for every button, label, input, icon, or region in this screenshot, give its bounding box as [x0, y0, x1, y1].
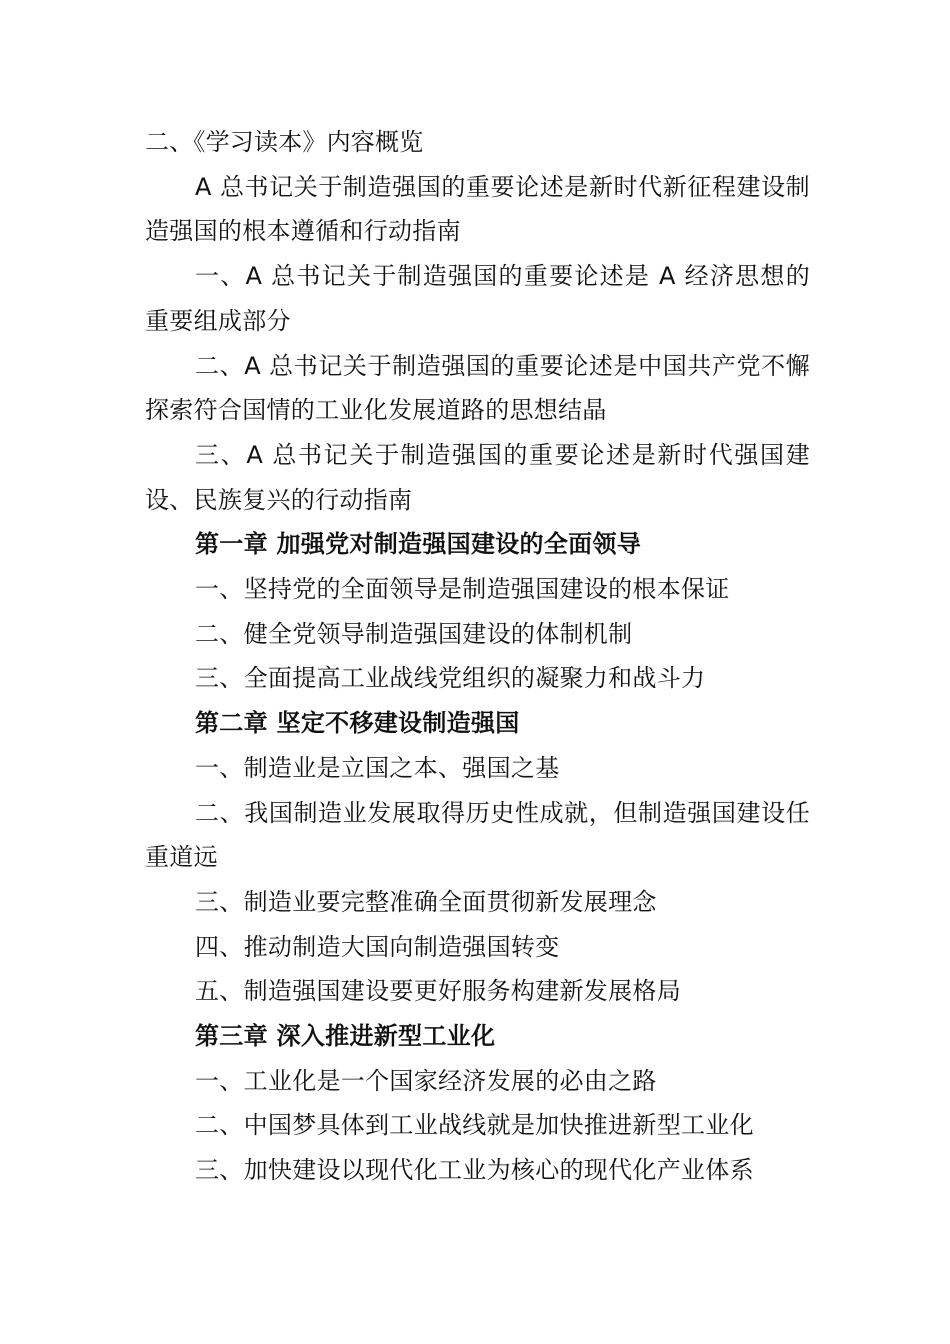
- intro-point-3: 三、A 总书记关于制造强国的重要论述是新时代强国建设、民族复兴的行动指南: [145, 440, 810, 514]
- intro-point-1: 一、A 总书记关于制造强国的重要论述是 A 经济思想的重要组成部分: [145, 262, 810, 335]
- chapter-2-item-2: 二、我国制造业发展取得历史性成就，但制造强国建设任重道远: [145, 798, 810, 872]
- intro-point-2: 二、A 总书记关于制造强国的重要论述是中国共产党不懈探索符合国情的工业化发展道路的思想结晶: [145, 351, 810, 425]
- chapter-2-item-4: 四、推动制造大国向制造强国转变: [195, 932, 560, 961]
- chapter-2-title: 第二章 坚定不移建设制造强国: [195, 709, 520, 738]
- document-body: [145, 120, 810, 1193]
- chapter-2-item-5: 五、制造强国建设要更好服务构建新发展格局: [195, 977, 681, 1006]
- section-heading: 二、《学习读本》内容概览: [145, 128, 424, 156]
- chapter-3-item-2: 二、中国梦具体到工业战线就是加快推进新型工业化: [195, 1111, 754, 1140]
- chapter-3-title: 第三章 深入推进新型工业化: [195, 1022, 496, 1051]
- chapter-3-item-1: 一、工业化是一个国家经济发展的必由之路: [195, 1066, 657, 1095]
- chapter-2-item-3: 三、制造业要完整准确全面贯彻新发展理念: [195, 887, 657, 916]
- chapter-3-item-3: 三、加快建设以现代化工业为核心的现代化产业体系: [195, 1156, 754, 1185]
- chapter-1-item-1: 一、坚持党的全面领导是制造强国建设的根本保证: [195, 575, 730, 604]
- chapter-1-item-3: 三、全面提高工业战线党组织的凝聚力和战斗力: [195, 664, 706, 693]
- chapter-1-item-2: 二、健全党领导制造强国建设的体制机制: [195, 619, 633, 648]
- chapter-2-item-1: 一、制造业是立国之本、强国之基: [195, 753, 560, 782]
- chapter-1-title: 第一章 加强党对制造强国建设的全面领导: [195, 530, 642, 559]
- intro-paragraph: A 总书记关于制造强国的重要论述是新时代新征程建设制造强国的根本遵循和行动指南: [145, 172, 810, 246]
